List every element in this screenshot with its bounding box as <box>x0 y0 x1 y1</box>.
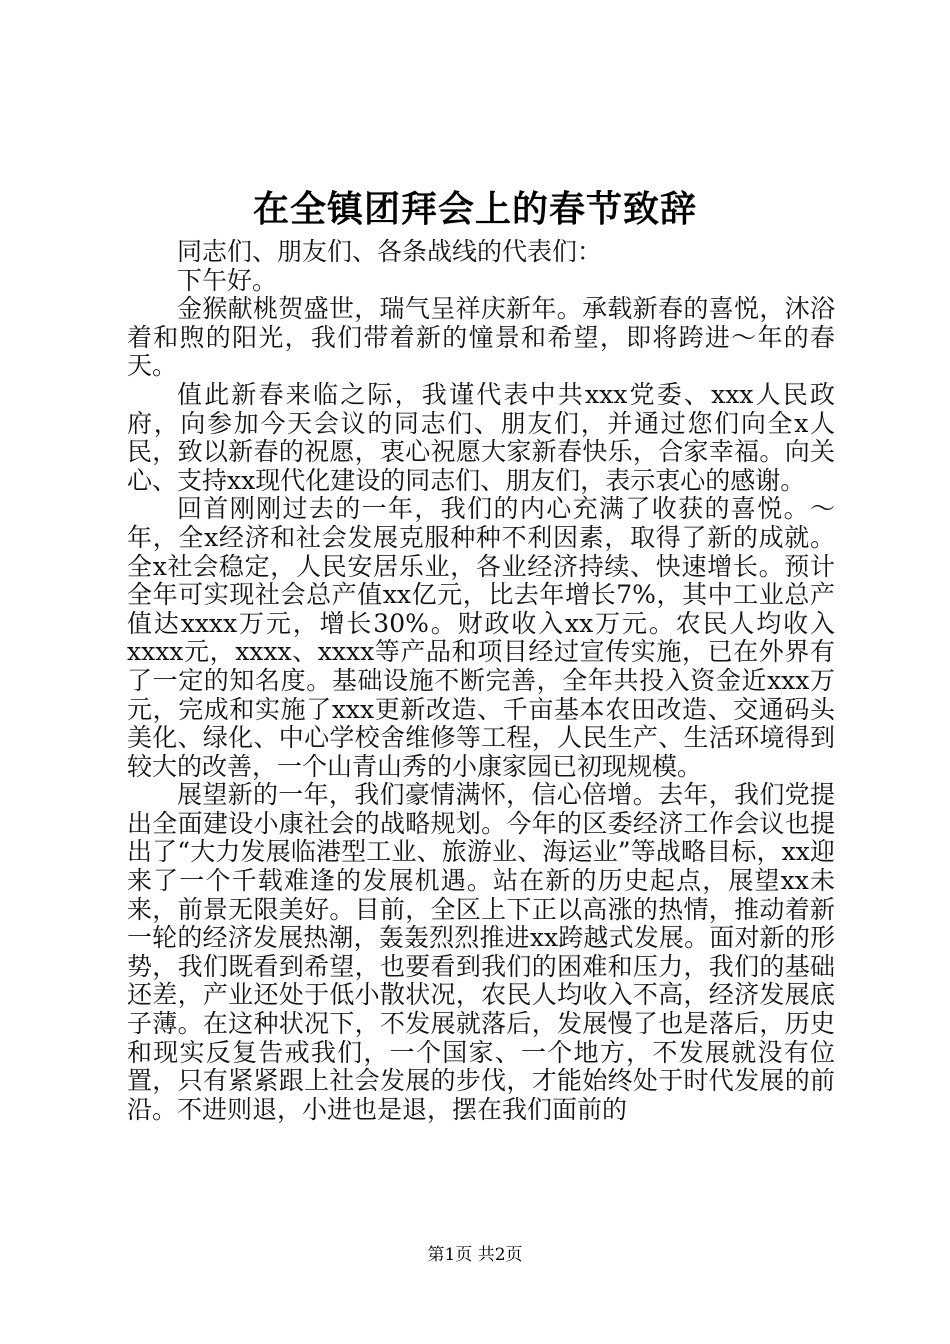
paragraph-greeting: 下午好。 <box>177 265 278 295</box>
paragraph-salutation: 同志们、朋友们、各条战线的代表们： <box>177 237 603 266</box>
paragraph-review: 回首刚刚过去的一年，我们的内心充满了收获的喜悦。～年，全x经济和社会发展克服种种不利因素，取得了新的成就。全x社会稳定，人民安居乐业，各业经济持续、快速增长。预计全年可实现社会总产值xx亿元，比去年增长7%，其中工业总产值达xxxx万元，增长30%。财政收入xx万元。农民人均收入xxxx元，xxxx、xxxx等产品和项目经过宣传实施，已在外界有了一定的知名度。基础设施不断完善，全年共投入资金近xxx万元，完成和实施了xxx更新改造、千亩基本农田改造、交通码头美化、绿化、中心学校舍维修等工程，人民生产、生活环境得到较大的改善，一个山青山秀的小康家园已初现规模。 <box>127 494 835 781</box>
paragraph-outlook: 展望新的一年，我们豪情满怀，信心倍增。去年，我们党提出全面建设小康社会的战略规划。今年的区委经济工作会议也提出了“大力发展临港型工业、旅游业、海运业”等战略目标，xx迎来了一个千载难逢的发展机遇。站在新的历史起点，展望xx未来，前景无限美好。目前，全区上下正以高涨的热情，推动着新一轮的经济发展热潮，轰轰烈烈推进xx跨越式发展。面对新的形势，我们既看到希望，也要看到我们的困难和压力，我们的基础还差，产业还处于低小散状况，农民人均收入不高，经济发展底子薄。在这种状况下，不发展就落后，发展慢了也是落后，历史和现实反复告戒我们，一个国家、一个地方，不发展就没有位置，只有紧紧跟上社会发展的步伐，才能始终处于时代发展的前沿。不进则退，小进也是退，摆在我们面前的 <box>127 780 835 1124</box>
paragraph-wishes: 值此新春来临之际，我谨代表中共xxx党委、xxx人民政府，向参加今天会议的同志们、朋友们，并通过您们向全x人民，致以新春的祝愿，衷心祝愿大家新春快乐，合家幸福。向关心、支持xx现代化建设的同志们、朋友们，表示衷心的感谢。 <box>127 379 835 495</box>
document-body <box>127 238 835 1124</box>
page-footer: 第1页 共2页 <box>427 1245 523 1265</box>
paragraph-opening: 金猴献桃贺盛世，瑞气呈祥庆新年。承载新春的喜悦，沐浴着和煦的阳光，我们带着新的憧景和希望，即将跨进～年的春天。 <box>127 294 835 381</box>
document-title: 在全镇团拜会上的春节致辞 <box>252 188 697 230</box>
